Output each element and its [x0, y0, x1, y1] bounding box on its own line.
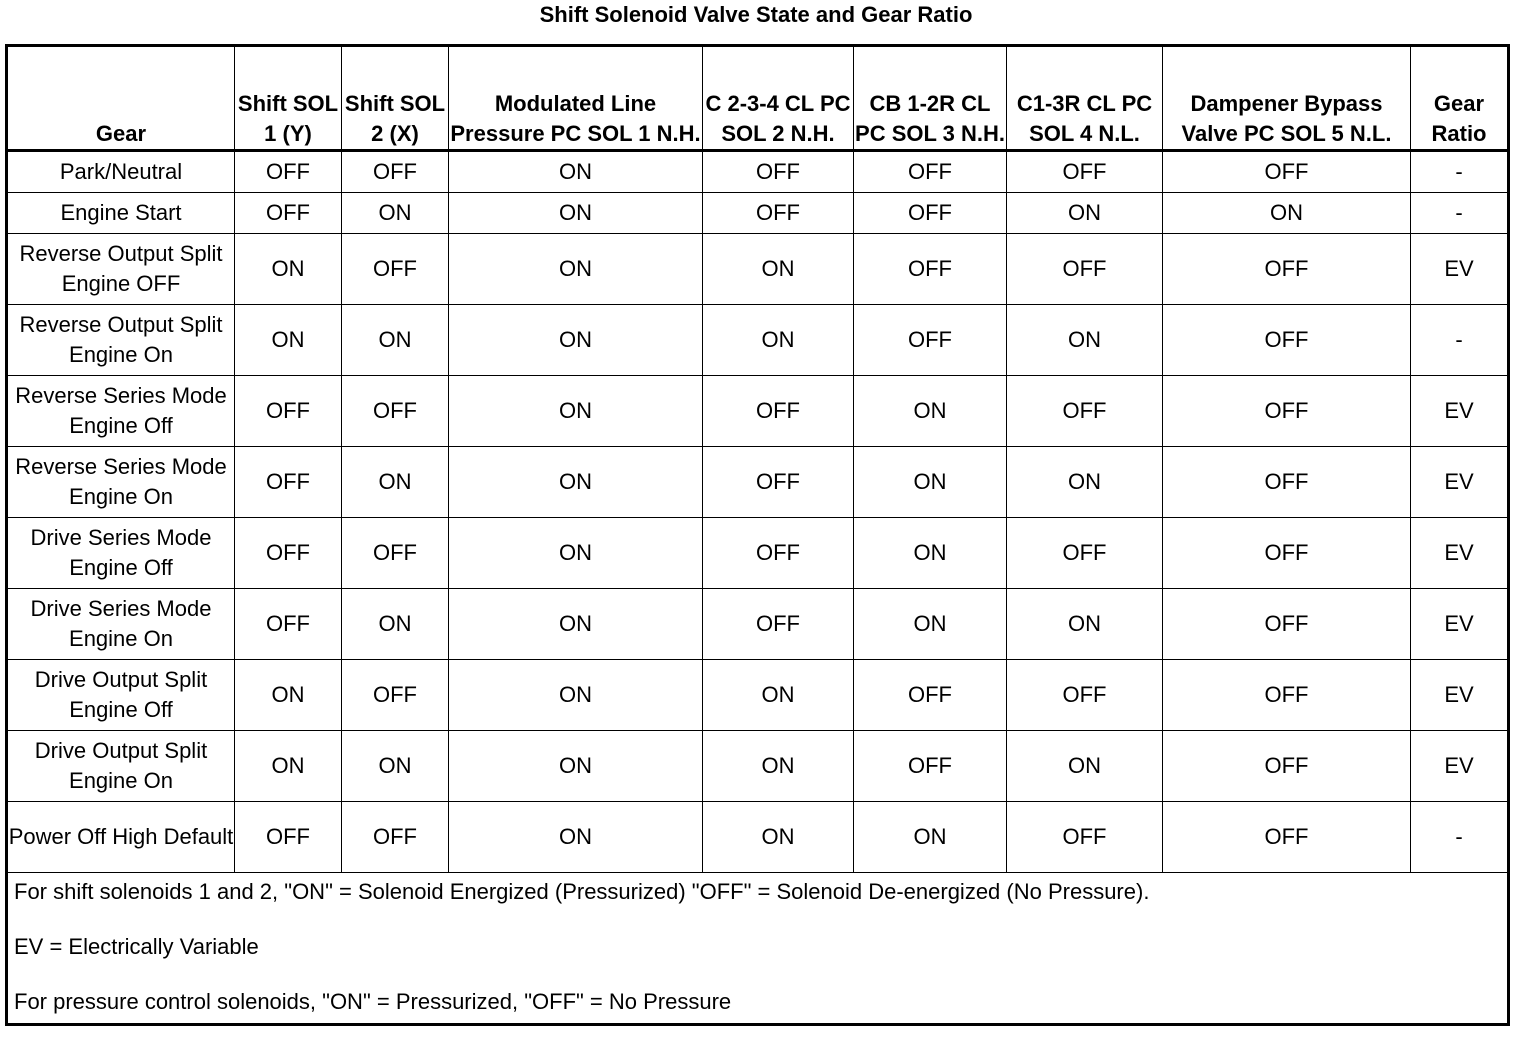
- cell-gear-ratio: EV: [1411, 447, 1509, 518]
- cell-gear-ratio: EV: [1411, 376, 1509, 447]
- cell-mod-line-pressure: ON: [449, 376, 703, 447]
- cell-c234-cl: OFF: [703, 447, 854, 518]
- cell-c234-cl: ON: [703, 731, 854, 802]
- note-pressure-control: For pressure control solenoids, "ON" = Pressurized, "OFF" = No Pressure: [14, 989, 732, 1014]
- cell-shift-sol-2: OFF: [342, 234, 449, 305]
- cell-dampener-bypass: OFF: [1163, 660, 1411, 731]
- cell-shift-sol-2: ON: [342, 589, 449, 660]
- cell-gear: Power Off High Default: [7, 802, 235, 873]
- page-title: Shift Solenoid Valve State and Gear Ratio: [539, 2, 973, 27]
- cell-shift-sol-1: OFF: [235, 447, 342, 518]
- cell-c234-cl: OFF: [703, 589, 854, 660]
- table-row: [7, 589, 1509, 660]
- table-row: [7, 731, 1509, 802]
- notes-cell: [7, 873, 1509, 1025]
- cell-gear-ratio: -: [1411, 151, 1509, 193]
- header-shift-sol-2: Shift SOL 2 (X): [342, 46, 449, 151]
- cell-mod-line-pressure: ON: [449, 589, 703, 660]
- cell-c13r-cl: OFF: [1007, 518, 1163, 589]
- cell-gear: Reverse Output Split Engine OFF: [7, 234, 235, 305]
- cell-gear-ratio: EV: [1411, 660, 1509, 731]
- cell-shift-sol-1: ON: [235, 731, 342, 802]
- cell-cb12r-cl: OFF: [854, 305, 1007, 376]
- cell-mod-line-pressure: ON: [449, 447, 703, 518]
- table-row: [7, 193, 1509, 234]
- cell-dampener-bypass: ON: [1163, 193, 1411, 234]
- cell-mod-line-pressure: ON: [449, 305, 703, 376]
- cell-cb12r-cl: OFF: [854, 660, 1007, 731]
- cell-gear: Reverse Series Mode Engine On: [7, 447, 235, 518]
- cell-shift-sol-2: ON: [342, 731, 449, 802]
- cell-c13r-cl: OFF: [1007, 376, 1163, 447]
- table-row: [7, 802, 1509, 873]
- cell-c13r-cl: OFF: [1007, 802, 1163, 873]
- cell-gear-ratio: EV: [1411, 589, 1509, 660]
- cell-c13r-cl: ON: [1007, 589, 1163, 660]
- table-row: [7, 518, 1509, 589]
- cell-cb12r-cl: OFF: [854, 234, 1007, 305]
- table-row: [7, 660, 1509, 731]
- cell-shift-sol-2: OFF: [342, 376, 449, 447]
- cell-cb12r-cl: ON: [854, 518, 1007, 589]
- cell-gear: Drive Output Split Engine Off: [7, 660, 235, 731]
- cell-shift-sol-2: ON: [342, 193, 449, 234]
- cell-mod-line-pressure: ON: [449, 802, 703, 873]
- cell-cb12r-cl: ON: [854, 802, 1007, 873]
- header-gear: Gear: [7, 46, 235, 151]
- cell-c13r-cl: OFF: [1007, 234, 1163, 305]
- cell-mod-line-pressure: ON: [449, 234, 703, 305]
- notes-row: [7, 873, 1509, 1025]
- header-row: [7, 46, 1509, 151]
- header-cb12r-cl: CB 1-2R CL PC SOL 3 N.H.: [854, 46, 1007, 151]
- cell-c234-cl: ON: [703, 305, 854, 376]
- cell-shift-sol-1: ON: [235, 305, 342, 376]
- header-dampener-bypass: Dampener Bypass Valve PC SOL 5 N.L.: [1163, 46, 1411, 151]
- cell-gear: Reverse Output Split Engine On: [7, 305, 235, 376]
- table-row: [7, 151, 1509, 193]
- cell-c13r-cl: ON: [1007, 447, 1163, 518]
- cell-mod-line-pressure: ON: [449, 151, 703, 193]
- cell-cb12r-cl: ON: [854, 589, 1007, 660]
- note-ev: EV = Electrically Variable: [14, 934, 259, 959]
- cell-gear: Drive Output Split Engine On: [7, 731, 235, 802]
- cell-shift-sol-2: OFF: [342, 151, 449, 193]
- cell-mod-line-pressure: ON: [449, 193, 703, 234]
- cell-mod-line-pressure: ON: [449, 660, 703, 731]
- cell-c13r-cl: ON: [1007, 193, 1163, 234]
- cell-cb12r-cl: ON: [854, 376, 1007, 447]
- cell-gear-ratio: EV: [1411, 518, 1509, 589]
- cell-gear: Park/Neutral: [7, 151, 235, 193]
- cell-dampener-bypass: OFF: [1163, 731, 1411, 802]
- cell-gear-ratio: -: [1411, 193, 1509, 234]
- cell-shift-sol-2: OFF: [342, 802, 449, 873]
- cell-shift-sol-2: OFF: [342, 660, 449, 731]
- cell-shift-sol-1: ON: [235, 660, 342, 731]
- cell-gear-ratio: -: [1411, 305, 1509, 376]
- header-modulated-line-pressure: Modulated Line Pressure PC SOL 1 N.H.: [449, 46, 703, 151]
- table-row: [7, 376, 1509, 447]
- cell-gear-ratio: EV: [1411, 234, 1509, 305]
- cell-shift-sol-2: ON: [342, 305, 449, 376]
- cell-dampener-bypass: OFF: [1163, 589, 1411, 660]
- cell-c234-cl: OFF: [703, 518, 854, 589]
- cell-mod-line-pressure: ON: [449, 518, 703, 589]
- cell-gear: Drive Series Mode Engine Off: [7, 518, 235, 589]
- cell-gear: Drive Series Mode Engine On: [7, 589, 235, 660]
- table-row: [7, 447, 1509, 518]
- cell-cb12r-cl: OFF: [854, 731, 1007, 802]
- cell-dampener-bypass: OFF: [1163, 518, 1411, 589]
- cell-c13r-cl: ON: [1007, 731, 1163, 802]
- cell-shift-sol-2: OFF: [342, 518, 449, 589]
- cell-cb12r-cl: OFF: [854, 151, 1007, 193]
- cell-c234-cl: OFF: [703, 376, 854, 447]
- header-c13r-cl: C1-3R CL PC SOL 4 N.L.: [1007, 46, 1163, 151]
- header-shift-sol-1: Shift SOL 1 (Y): [235, 46, 342, 151]
- cell-gear-ratio: -: [1411, 802, 1509, 873]
- table-row: [7, 305, 1509, 376]
- cell-c234-cl: OFF: [703, 193, 854, 234]
- cell-shift-sol-1: OFF: [235, 802, 342, 873]
- cell-c13r-cl: OFF: [1007, 151, 1163, 193]
- cell-shift-sol-1: ON: [235, 234, 342, 305]
- cell-dampener-bypass: OFF: [1163, 802, 1411, 873]
- cell-c13r-cl: ON: [1007, 305, 1163, 376]
- cell-c234-cl: ON: [703, 802, 854, 873]
- cell-dampener-bypass: OFF: [1163, 447, 1411, 518]
- cell-shift-sol-1: OFF: [235, 151, 342, 193]
- cell-gear: Engine Start: [7, 193, 235, 234]
- cell-dampener-bypass: OFF: [1163, 234, 1411, 305]
- note-shift-solenoids: For shift solenoids 1 and 2, "ON" = Solenoid Energized (Pressurized) "OFF" = Solenoid De-energized (No Pressure).: [14, 879, 1150, 904]
- cell-shift-sol-1: OFF: [235, 518, 342, 589]
- cell-c234-cl: ON: [703, 660, 854, 731]
- cell-mod-line-pressure: ON: [449, 731, 703, 802]
- cell-c234-cl: ON: [703, 234, 854, 305]
- cell-cb12r-cl: ON: [854, 447, 1007, 518]
- header-c234-cl: C 2-3-4 CL PC SOL 2 N.H.: [703, 46, 854, 151]
- cell-gear-ratio: EV: [1411, 731, 1509, 802]
- cell-shift-sol-1: OFF: [235, 193, 342, 234]
- cell-shift-sol-2: ON: [342, 447, 449, 518]
- cell-dampener-bypass: OFF: [1163, 151, 1411, 193]
- cell-c234-cl: OFF: [703, 151, 854, 193]
- cell-dampener-bypass: OFF: [1163, 305, 1411, 376]
- cell-cb12r-cl: OFF: [854, 193, 1007, 234]
- table-row: [7, 234, 1509, 305]
- cell-gear: Reverse Series Mode Engine Off: [7, 376, 235, 447]
- cell-shift-sol-1: OFF: [235, 589, 342, 660]
- header-gear-ratio: Gear Ratio: [1411, 46, 1509, 151]
- solenoid-state-table: [5, 44, 1510, 1026]
- cell-shift-sol-1: OFF: [235, 376, 342, 447]
- cell-c13r-cl: OFF: [1007, 660, 1163, 731]
- cell-dampener-bypass: OFF: [1163, 376, 1411, 447]
